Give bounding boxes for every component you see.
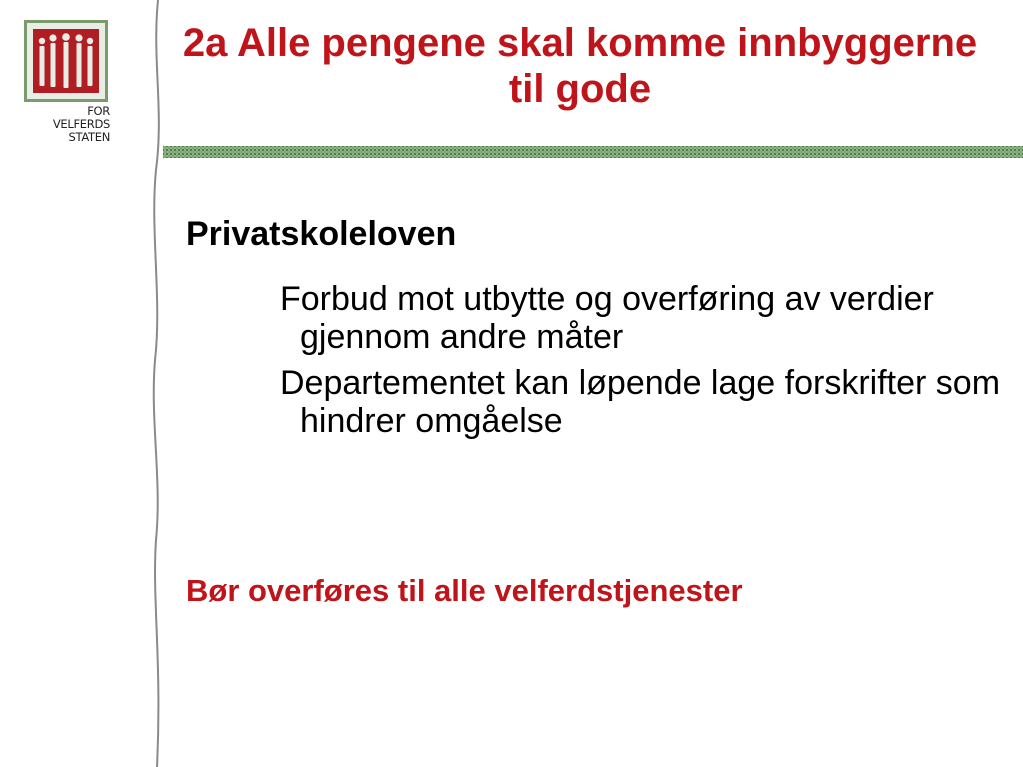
logo-emblem: [24, 20, 108, 102]
bullet-list: [280, 280, 1000, 448]
logo-line-2: VELFERDS: [52, 117, 110, 131]
logo: [24, 20, 110, 144]
wavy-divider: [150, 0, 170, 767]
logo-wordmark: [24, 105, 110, 144]
section-heading: Privatskoleloven: [186, 215, 457, 253]
bullet-item: Departementet kan løpende lage forskrifter som hindrer omgåelse: [280, 364, 1001, 440]
logo-line-1: FOR: [87, 104, 110, 118]
slide-title: 2a Alle pengene skal komme innbyggerne til gode: [182, 21, 978, 111]
logo-line-3: STATEN: [68, 130, 110, 144]
highlight-note: Bør overføres til alle velferdstjenester: [186, 573, 743, 608]
dotted-separator: [163, 146, 1023, 158]
people-icon: [33, 29, 99, 93]
bullet-item: Forbud mot utbytte og overføring av verdier gjennom andre måter: [280, 280, 934, 356]
